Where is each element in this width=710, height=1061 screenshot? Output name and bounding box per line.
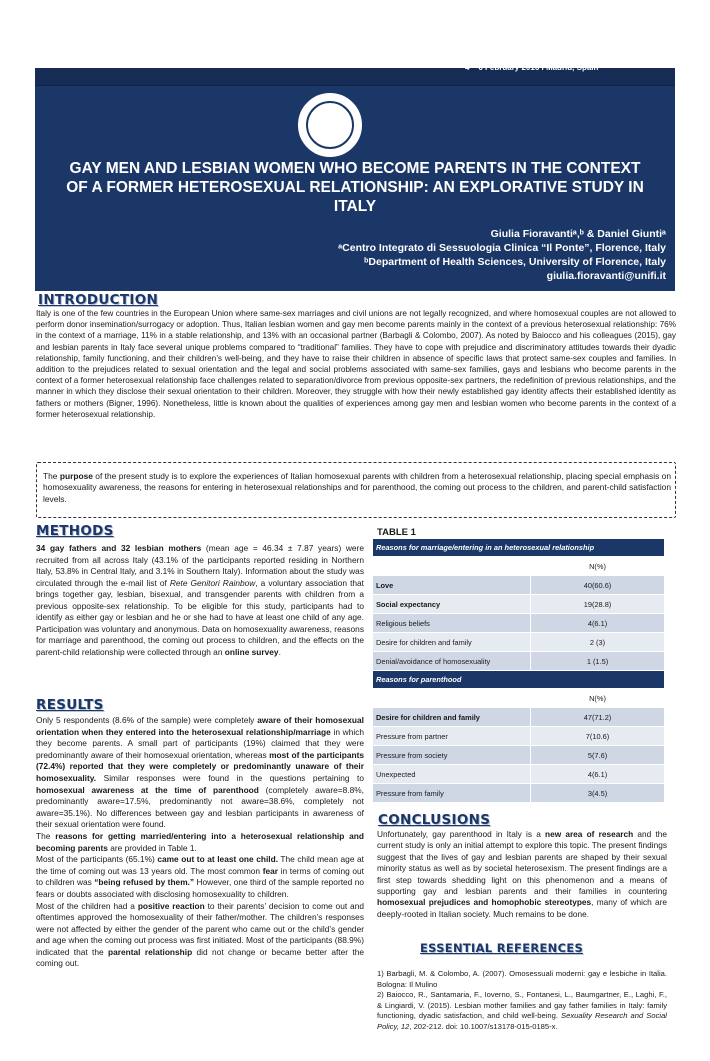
ref2-b: Sexuality Research and Social Policy, 12 [377,1011,667,1031]
table-cell-value: 7(10.6) [531,727,665,746]
table-column-header: N(%) [531,689,665,708]
table-cell-label: Pressure from partner [373,727,531,746]
logo-ring [306,101,354,149]
table-cell-value: 4(6.1) [531,614,665,633]
r-p1f: homosexual awareness at the time of parenthood [36,784,259,795]
r-p2a: The [36,830,56,841]
r-p1c: in which they become parents. A small part of participants (19%) claimed that they were predominantly aware of their homosexual orientation, whereas [36,726,365,760]
references-heading: ESSENTIAL REFERENCES [420,941,584,955]
c-a: Unfortunately, gay parenthood in Italy is a [377,829,546,839]
methods-paragraph [36,543,364,658]
table-cell-value: 3(4.5) [531,784,665,803]
affiliation-a: ᵃCentro Integrato di Sessuologia Clinica “Il Ponte”, Florence, Italy [338,242,666,254]
table-section-header [373,671,665,689]
table-cell-value: 40(60.6) [531,576,665,595]
c-c: and the current study is only an initial attempt to explore this topic. The present findings suggest that the lives of gay and lesbian parents are shaped by their sexual minority status as well as by societal heterosexism. The present findings are a first step towards shedding light on this phenomenon and a means of supporting gay and lesbian parents and their families in countering [377,829,667,897]
author-email[interactable]: giulia.fioravanti@unifi.it [546,270,666,282]
table-row [373,614,665,633]
table-section-header-cell: Reasons for marriage/entering in an heterosexual relationship [373,539,665,557]
conclusions-text [377,829,667,920]
table-cell-label: Religious beliefs [373,614,531,633]
table-row [373,633,665,652]
r-p1g: (completely aware=8.8%, predominantly aware=17.5%, predominantly not aware=38.6%, completely not aware=35.1%). No differences between gay and lesbian participants in awareness of their sexual orientation were found. [36,784,364,830]
table-row [373,784,665,803]
references-list [377,969,667,1033]
table-column-header-blank [373,689,531,708]
r-p1e: Similar responses were found in the questions pertaining to [96,772,364,783]
ref2-c: , 202-212. doi: 10.1007/s13178-015-0185-x. [409,1021,558,1031]
table-row [373,746,665,765]
table-cell-value: 4(6.1) [531,765,665,784]
r-p3d: fear [262,865,279,876]
ref2-a: 2) Baiocco, R., Santamaria, F., Ioverno, S., Fontanesi, L., Baumgartner, E., Laghi, F., & Lingiardi, V. (2015). Lesbian mother families and gay father families in Italy: family functioning, dyadic satisfaction, and child well-being. [377,990,667,1021]
r-p3b: came out to at least one child. [157,854,279,865]
table-cell-label: Love [373,576,531,595]
conclusions-paragraph [377,829,667,920]
methods-text2: , a voluntary association that brings together gay, lesbian, bisexual, and transgender parents with children from a previous opposite-sex relationship. To be eligible for this study, participants had to identify as either gay or lesbian and he or she had to have at least one child of any age. Participation was voluntary and anonymous. Data on homosexuality awareness, reasons for marriage and parenthood, the coming out process to children, and the effects on the parent-child relationship were collected through an [36,577,364,657]
results-heading: RESULTS [36,697,104,713]
table-row [373,765,665,784]
reference-2 [377,990,667,1032]
table-column-header: N(%) [531,557,665,576]
congress-line1: 18th Congress of the [465,28,586,43]
purpose-text [43,471,671,505]
r-p4d: parental relationship [108,946,193,957]
table-title: TABLE 1 [377,527,416,538]
r-p2c: are provided in Table 1. [107,842,197,853]
table-cell-label: Desire for children and family [373,708,531,727]
results-paragraph-3 [36,854,364,900]
methods-bold-end: online survey [224,646,279,657]
table-cell-value: 1 (1.5) [531,652,665,671]
author-names: Giulia Fioravantiᵃ,ᵇ & Daniel Giuntiᵃ [490,228,666,240]
results-paragraph-2 [36,831,364,854]
table-row [373,727,665,746]
introduction-paragraph: Italy is one of the few countries in the European Union where same-sex marriages and civil unions are not legally recognized, and where homosexual couples are not allowed to perform donor insemination/surrogacy or adoption. Thus, Italian lesbian women and gay men become parents mainly in the context of a previous heterosexual relationship: 76% in the context of a marriage, 11% in a stable relationship, and 13% with an occasional partner (Barbagli & Colombo, 2007). As noted by Baiocco and his colleagues (2015), gay and lesbian parents in Italy face several unique problems compared to “traditional” families. They have to cope with prejudice and discriminatory attitudes towards their dyadic relationship, family functioning, and their children’s well-being, and they have to raise their children in absence of specific laws that protect same-sex couples and families. In addition to the prejudices related to sexual orientation and the legal and social problems associated with same-sex families, gays and lesbians who become parents in the context of a former heterosexual relationship face challenges related to separation/divorce from previous opposite-sex partners, the redefinition of previous relationships, and the manner in which they disclose their sexual orientation to their children. Moreover, they struggle with how their newly established gay identity affects their established identity as fathers or mothers (Bigner, 1996). Nonetheless, little is known about the qualities of experiences among gay men and lesbian women who become parents in the context of a former heterosexual relationship. [36,309,676,419]
reference-1: 1) Barbagli, M. & Colombo, A. (2007). Omosessuali moderni: gay e lesbiche in Italia. Bologna: Il Mulino [377,969,667,989]
table-cell-label: Denial/avoidance of homosexuality [373,652,531,671]
r-p3f: “being refused by them.” [94,877,195,888]
methods-lead: 34 gay fathers and 32 lesbian mothers [36,543,202,553]
methods-italic: Rete Genitori Rainbow [169,577,256,588]
table-cell-label: Pressure from family [373,784,531,803]
c-d: homosexual prejudices and homophobic stereotypes [377,897,592,908]
table-cell-value: 5(7.6) [531,746,665,765]
r-p4e: did not change or became better after the coming out. [36,946,364,969]
r-p3g: However, one third of the sample reported no fears or doubts associated with disclosing homosexuality to children. [36,877,364,899]
poster-title: GAY MEN AND LESBIAN WOMEN WHO BECOME PARENTS IN THE CONTEXT OF A FORMER HETEROSEXUAL RELATIONSHIP: AN EXPLORATIVE STUDY IN ITALY [66,160,644,215]
table-section-header [373,539,665,557]
purpose-bold: purpose [59,471,93,481]
r-p3a: Most of the participants (65.1%) [36,854,158,865]
methods-text1: (mean age = 46.34 ± 7.87 years) were recruited from all across Italy (43.1% of the participants reported residing in Northern Italy, 53.8% in Central Italy, and 3.1% in Southern Italy). Information about the study was circulated through the e-mail list of [36,543,364,588]
r-p4c: to their parents’ decision to come out and oftentimes approved the homosexuality of their father/mother. The children’s responses were not affected by either the gender of the parent who came out or the child’s gender and age when the coming out process was first initiated. Most of the participants (88.9%) indicated that the [36,900,364,957]
congress-info [465,28,685,72]
c-b: new area of research [545,829,634,839]
introduction-text [36,308,676,420]
c-e: , many of which are deeply-rooted in Italian society. Much remains to be done. [377,897,668,919]
table-column-header-blank [373,557,531,576]
table-column-header-row [373,557,665,576]
results-text [36,715,364,970]
table-body [373,539,665,803]
table-row [373,652,665,671]
table-cell-value: 2 (3) [531,633,665,652]
methods-text [36,543,364,658]
table-row [373,595,665,614]
introduction-heading: INTRODUCTION [38,292,159,308]
methods-heading: METHODS [36,523,114,539]
r-p4b: positive reaction [137,900,205,911]
table-cell-label: Social expectancy [373,595,531,614]
r-p1b: aware of their homosexual orientation when they entered into the heterosexual relationship/marriage [36,715,364,737]
table-cell-label: Desire for children and family [373,633,531,652]
r-p2b: reasons for getting married/entering into a heterosexual relationship and becoming parents [36,830,364,853]
table-cell-value: 47(71.2) [531,708,665,727]
table-cell-value: 19(28.8) [531,595,665,614]
author-block [166,227,666,283]
purpose-box [36,462,676,518]
table-row [373,576,665,595]
r-p3c: The child mean age at the time of coming out was 13 years old. The most common [36,854,364,876]
purpose-body: of the present study is to explore the experiences of Italian homosexual parents with children from a heterosexual relationship, placing special emphasis on homosexuality awareness, the reasons for entering in heterosexual relationships and for parenthood, the coming out process to the children, and parent-child satisfaction levels. [43,471,671,504]
r-p3e: in terms of coming out to children was [36,865,364,888]
table-section-header-cell: Reasons for parenthood [373,671,665,689]
table-1 [372,538,665,803]
conclusions-heading: CONCLUSIONS [378,812,491,828]
congress-date: 4 – 6 February 2016 I Madrid, Spain [465,63,599,72]
purpose-prefix: The [43,471,60,481]
results-paragraph-4 [36,901,364,971]
table-column-header-row [373,689,665,708]
table-cell-label: Pressure from society [373,746,531,765]
table-row [373,708,665,727]
r-p1d: most of the participants (72.4%) reported that they were completely or predominantly unaware of their homosexuality. [36,749,364,783]
congress-line2: European Society for Sexual Medicine [465,43,686,58]
methods-end: . [278,646,281,657]
table-cell-label: Unexpected [373,765,531,784]
r-p1a: Only 5 respondents (8.6% of the sample) were completely [36,715,258,725]
r-p4a: Most of the children had a [36,900,138,911]
essm-logo [295,90,365,160]
affiliation-b: ᵇDepartment of Health Sciences, University of Florence, Italy [364,256,666,268]
results-paragraph-1 [36,715,364,831]
